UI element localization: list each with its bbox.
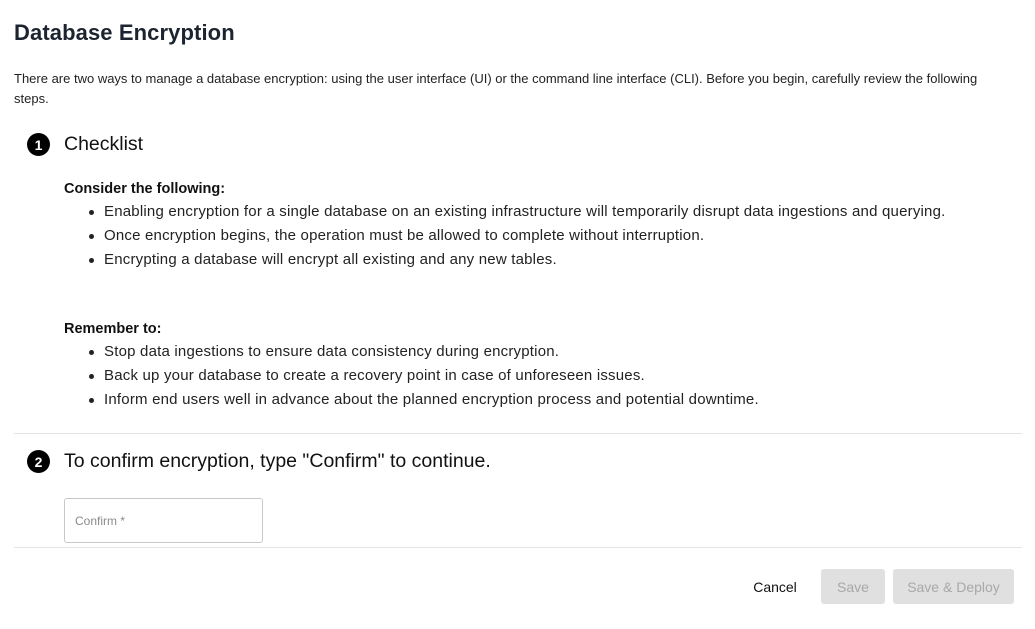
step-1-title: Checklist: [64, 133, 144, 155]
page-title: Database Encryption: [14, 20, 235, 45]
list-item: Inform end users well in advance about the planned encryption process and potential downtime.: [64, 388, 1004, 412]
save-deploy-button[interactable]: Save & Deploy: [893, 569, 1014, 604]
step-1-header: [27, 133, 143, 156]
list-item: Once encryption begins, the operation must be allowed to complete without interruption.: [64, 224, 1004, 248]
save-button[interactable]: Save: [821, 569, 885, 604]
confirm-input[interactable]: [65, 499, 262, 542]
list-item: Encrypting a database will encrypt all existing and any new tables.: [64, 248, 1004, 272]
list-item: Stop data ingestions to ensure data consistency during encryption.: [64, 340, 1004, 364]
remember-heading: Remember to:: [64, 321, 162, 337]
consider-list: [64, 200, 1004, 272]
cancel-button[interactable]: Cancel: [744, 569, 806, 604]
section-divider: [14, 433, 1022, 434]
remember-section: [64, 319, 1004, 412]
footer-divider: [14, 547, 1022, 548]
step-2-header: [27, 450, 491, 473]
remember-list: [64, 340, 1004, 412]
confirm-field[interactable]: [64, 498, 263, 543]
step-1-number-badge: 1: [27, 133, 50, 156]
step-2-title: To confirm encryption, type "Confirm" to continue.: [64, 450, 491, 472]
consider-section: [64, 179, 1004, 272]
step-2-number-badge: 2: [27, 450, 50, 473]
list-item: Enabling encryption for a single database on an existing infrastructure will temporarily disrupt data ingestions and querying.: [64, 200, 1004, 224]
consider-heading: Consider the following:: [64, 181, 226, 197]
intro-text: There are two ways to manage a database encryption: using the user interface (UI) or the command line interface (CLI). Before you begin, carefully review the following steps.: [14, 71, 978, 106]
list-item: Back up your database to create a recovery point in case of unforeseen issues.: [64, 364, 1004, 388]
